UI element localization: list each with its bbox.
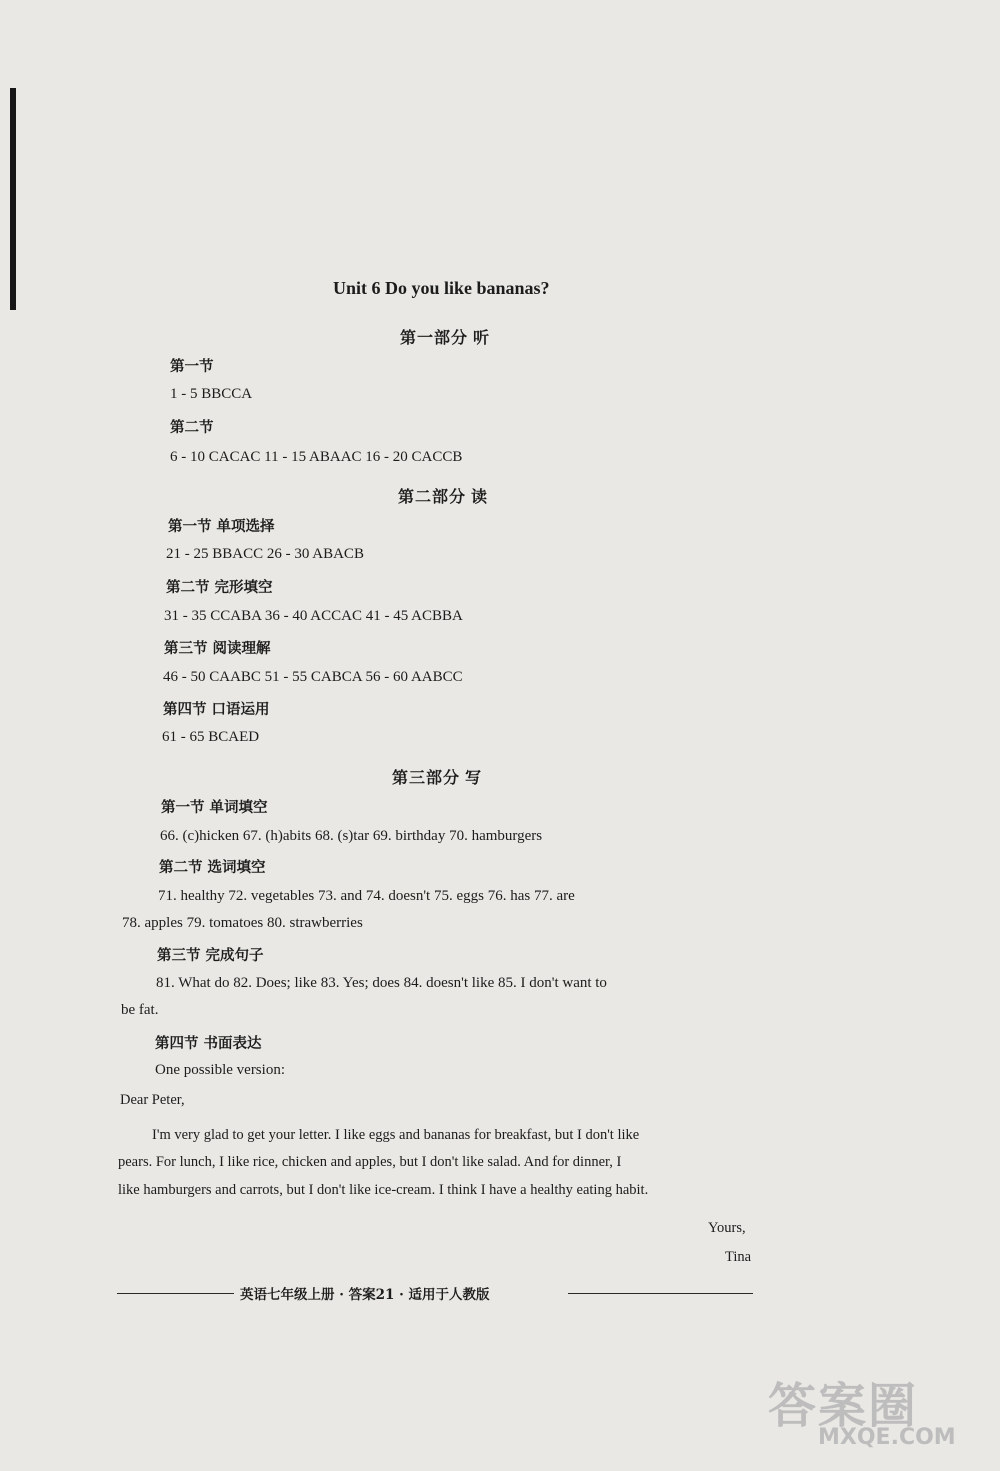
part2-sec1-label: 第一节 单项选择 [168, 519, 275, 535]
part2-sec4-label: 第四节 口语运用 [163, 702, 270, 718]
part3-sec4-label: 第四节 书面表达 [155, 1036, 262, 1052]
part2-sec1-answers: 21 - 25 BBACC 26 - 30 ABACB [166, 546, 364, 562]
page-title: Unit 6 Do you like bananas? [333, 278, 550, 298]
part3-sec2-line1: 71. healthy 72. vegetables 73. and 74. doesn't 75. eggs 76. has 77. are [158, 888, 575, 904]
part1-heading: 第一部分 听 [400, 330, 491, 347]
letter-line1: I'm very glad to get your letter. I like eggs and bananas for breakfast, but I don't like [152, 1127, 640, 1143]
watermark-url: MXQE.COM [818, 1425, 956, 1450]
part2-sec3-label: 第三节 阅读理解 [164, 641, 271, 657]
part3-sec2-label: 第二节 选词填空 [159, 860, 266, 876]
footer-rule-left [117, 1293, 234, 1294]
letter-line2: pears. For lunch, I like rice, chicken and apples, but I don't like salad. And for dinner, I [118, 1154, 622, 1170]
footer-text: 英语七年级上册 · 答案21 · 适用于人教版 [240, 1287, 490, 1303]
watermark [748, 1367, 978, 1459]
part2-sec4-answers: 61 - 65 BCAED [162, 729, 260, 745]
part3-sec4-intro: One possible version: [155, 1062, 285, 1078]
part1-sec2-label: 第二节 [170, 420, 214, 436]
letter-greeting: Dear Peter, [120, 1092, 185, 1108]
watermark-logo-text: 答案圈 [768, 1378, 919, 1434]
footer-rule-right [568, 1293, 753, 1294]
part2-sec2-answers: 31 - 35 CCABA 36 - 40 ACCAC 41 - 45 ACBBA [164, 608, 463, 624]
part3-heading: 第三部分 写 [392, 770, 483, 787]
part3-sec2-line2: 78. apples 79. tomatoes 80. strawberries [122, 915, 363, 931]
part3-sec3-label: 第三节 完成句子 [157, 948, 264, 964]
letter-line3: like hamburgers and carrots, but I don't like ice-cream. I think I have a healthy eating habit. [118, 1182, 649, 1198]
part1-sec1-answers: 1 - 5 BBCCA [170, 386, 253, 402]
part1-sec2-answers: 6 - 10 CACAC 11 - 15 ABAAC 16 - 20 CACCB [170, 449, 463, 465]
part1-sec1-label: 第一节 [170, 359, 214, 375]
part2-sec2-label: 第二节 完形填空 [166, 580, 273, 596]
part2-sec3-answers: 46 - 50 CAABC 51 - 55 CABCA 56 - 60 AABCC [163, 669, 463, 685]
page-footer [117, 1283, 753, 1303]
part3-sec3-line1: 81. What do 82. Does; like 83. Yes; does 84. doesn't like 85. I don't want to [156, 975, 607, 991]
part3-sec3-line2: be fat. [121, 1002, 159, 1018]
part3-sec1-label: 第一节 单词填空 [161, 800, 268, 816]
margin-bar [10, 88, 16, 310]
part3-sec1-answers: 66. (c)hicken 67. (h)abits 68. (s)tar 69. birthday 70. hamburgers [160, 828, 543, 844]
letter-signature: Tina [725, 1249, 752, 1265]
letter-closing: Yours, [708, 1220, 746, 1236]
part2-heading: 第二部分 读 [398, 489, 489, 506]
